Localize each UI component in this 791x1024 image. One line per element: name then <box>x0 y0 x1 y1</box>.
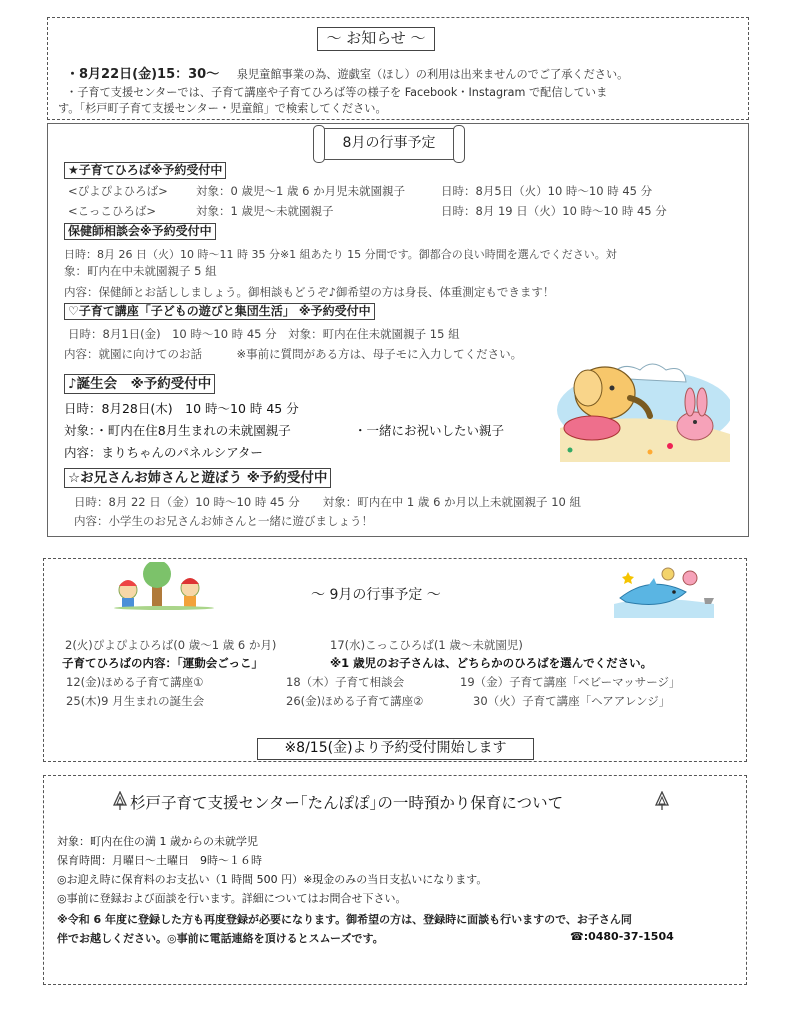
health-line-2: 象：町内在中未就園親子 5 組 <box>64 264 217 278</box>
siblings-line-1: 日時：8月 22 日（金）10 時～10 時 45 分 対象：町内在中 1 歳 6 か月以上未就園親子 10 組 <box>74 495 581 509</box>
sep-line-1b: 17(水)こっこひろば(1 歳～未就園児) <box>330 638 523 652</box>
notice-line-1 <box>66 63 628 82</box>
notice-line-1-text: 泉児童館事業の為、遊戯室（ほし）の利用は出来ませんのでご了承ください。 <box>236 68 629 81</box>
dolphin-illustration <box>608 564 720 620</box>
notice-title: ～ お知らせ ～ <box>317 27 435 51</box>
dandelion-icon-right <box>654 791 670 811</box>
care-line-1: 対象：町内在住の満 1 歳からの未就学児 <box>57 835 258 848</box>
kokko-date: 日時：8月 19 日（火）10 時～10 時 45 分 <box>441 204 667 218</box>
sep-line-2a: 子育てひろばの内容：｢運動会ごっこ｣ <box>62 656 258 670</box>
birthday-line-3: 内容：まりちゃんのパネルシアター <box>64 445 263 460</box>
sep-line-4b: 26(金)ほめる子育て講座② <box>286 694 424 708</box>
sep-line-4a: 25(木)9 月生まれの誕生会 <box>66 694 205 708</box>
health-line-3: 内容：保健師とお話ししましょう。御相談もどうぞ♪御希望の方は身長、体重測定もできます！ <box>64 285 555 299</box>
reservation-start-notice: ※8/15(金)より予約受付開始します <box>257 738 534 760</box>
care-line-2: 保育時間：月曜日～土曜日 9時～１６時 <box>57 854 262 867</box>
kokko-name: <こっこひろば> <box>68 204 157 218</box>
health-heading: 保健師相談会※予約受付中 <box>64 223 216 240</box>
siblings-heading: ☆お兄さんお姉さんと遊ぼう ※予約受付中 <box>64 468 331 488</box>
piyo-name: <ぴよぴよひろば> <box>68 184 168 198</box>
notice-line-2: ・子育て支援センターでは、子育て講座や子育てひろば等の様子を Facebook・Instagram で配信していま <box>66 86 608 99</box>
sep-line-3b: 18（木）子育て相談会 <box>286 675 405 689</box>
august-title: 8月の行事予定 <box>318 128 460 160</box>
kids-playing-illustration <box>108 562 220 610</box>
phone-number: ☎:0480-37-1504 <box>570 930 674 943</box>
birthday-line-1: 日時：8月28日(木) 10 時～10 時 45 分 <box>64 401 299 416</box>
care-line-6: 伴でお越しください。◎事前に電話連絡を頂けるとスムーズです。 <box>57 932 384 945</box>
hiroba-heading: ★子育てひろば※予約受付中 <box>64 162 226 179</box>
piyo-target: 対象：0 歳児～1 歳 6 か月児未就園親子 <box>196 184 406 198</box>
sep-line-2b: ※1 歳児のお子さんは、どちらかのひろばを選んでください。 <box>330 656 653 670</box>
notice-line-1-date: ・8月22日(金)15：30～ <box>66 67 220 82</box>
birthday-line-2a: 対象：・町内在住8月生まれの未就園親子 <box>64 423 291 438</box>
beach-animals-illustration <box>550 358 730 462</box>
piyo-date: 日時：8月5日（火）10 時～10 時 45 分 <box>441 184 653 198</box>
birthday-line-2b: ・一緒にお祝いしたい親子 <box>354 423 505 438</box>
care-line-4: ◎事前に登録および面談を行います。詳細についてはお問合せ下さい。 <box>57 892 407 905</box>
lecture-line-1: 日時：8月1日(金) 10 時～10 時 45 分 対象：町内在住未就園親子 15 組 <box>68 327 460 341</box>
lecture-heading: ♡子育て講座「子どもの遊びと集団生活」 ※予約受付中 <box>64 303 375 320</box>
sep-line-3a: 12(金)ほめる子育て講座① <box>66 675 204 689</box>
birthday-heading: ♪誕生会 ※予約受付中 <box>64 374 215 394</box>
notice-line-3: す。「杉戸町子育て支援センター・児童館」で検索してください。 <box>58 102 387 115</box>
september-title: ～ 9月の行事予定 ～ <box>311 587 441 603</box>
sep-line-4c: 30（火）子育て講座「ヘアアレンジ」 <box>473 694 671 708</box>
dandelion-icon <box>112 791 128 811</box>
health-line-1: 日時：8月 26 日（火）10 時～11 時 35 分※1 組あたり 15 分間です。御都合の良い時間を選んでください。対 <box>64 248 617 261</box>
sep-line-3c: 19（金）子育て講座「ベビーマッサージ」 <box>460 675 681 689</box>
lecture-line-2: 内容：就園に向けてのお話 ※事前に質問がある方は、母子モに入力してください。 <box>64 347 523 361</box>
care-line-5: ※令和 6 年度に登録した方も再度登録が必要になります。御希望の方は、登録時に面談も行いますので、お子さん同 <box>57 913 632 926</box>
kokko-target: 対象：1 歳児～未就園親子 <box>196 204 334 218</box>
sep-line-1a: 2(火)ぴよぴよひろば(0 歳～1 歳 6 か月) <box>65 638 277 652</box>
care-line-3: ◎お迎え時に保育料のお支払い（1 時間 500 円）※現金のみの当日支払いになります。 <box>57 873 488 886</box>
siblings-line-2: 内容：小学生のお兄さんお姉さんと一緒に遊びましょう！ <box>74 514 373 528</box>
childcare-title: 杉戸子育て支援センター｢たんぽぽ｣の一時預かり保育について <box>130 794 564 812</box>
